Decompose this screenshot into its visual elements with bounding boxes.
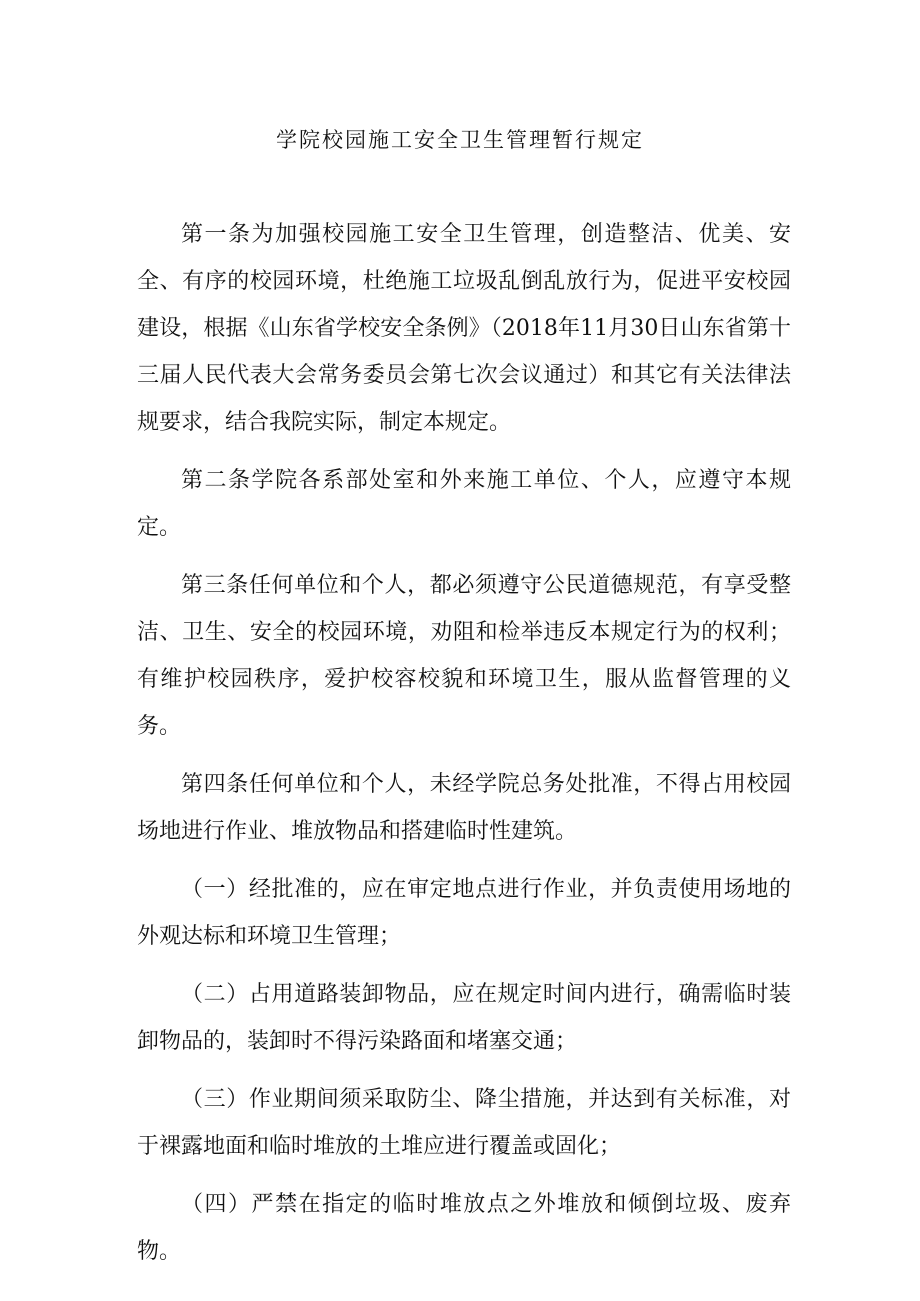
document-body	[137, 211, 791, 1286]
paragraph-item-3: （三）作业期间须采取防尘、降尘措施，并达到有关标准，对于裸露地面和临时堆放的土堆应进行覆盖或固化；	[137, 1087, 791, 1159]
document-title: 学院校园施工安全卫生管理暂行规定	[276, 128, 644, 152]
paragraph-item-1: （一）经批准的，应在审定地点进行作业，并负责使用场地的外观达标和环境卫生管理；	[137, 877, 791, 949]
paragraph-article-2: 第二条学院各系部处室和外来施工单位、个人，应遵守本规定。	[137, 468, 791, 540]
paragraph-item-2: （二）占用道路装卸物品，应在规定时间内进行，确需临时装卸物品的，装卸时不得污染路面和堵塞交通；	[137, 982, 791, 1054]
paragraph-article-4: 第四条任何单位和个人，未经学院总务处批准，不得占用校园场地进行作业、堆放物品和搭建临时性建筑。	[137, 772, 791, 844]
paragraph-article-1: 第一条为加强校园施工安全卫生管理，创造整洁、优美、安全、有序的校园环境，杜绝施工垃圾乱倒乱放行为，促进平安校园建设，根据《山东省学校安全条例》（2018年11月30日山东省第十三届人民代表大会常务委员会第七次会议通过）和其它有关法律法规要求，结合我院实际，制定本规定。	[137, 222, 791, 435]
paragraph-article-3: 第三条任何单位和个人，都必须遵守公民道德规范，有享受整洁、卫生、安全的校园环境，劝阻和检举违反本规定行为的权利；有维护校园秩序，爱护校容校貌和环境卫生，服从监督管理的义务。	[137, 573, 791, 739]
paragraph-item-4: （四）严禁在指定的临时堆放点之外堆放和倾倒垃圾、废弃物。	[137, 1192, 791, 1264]
